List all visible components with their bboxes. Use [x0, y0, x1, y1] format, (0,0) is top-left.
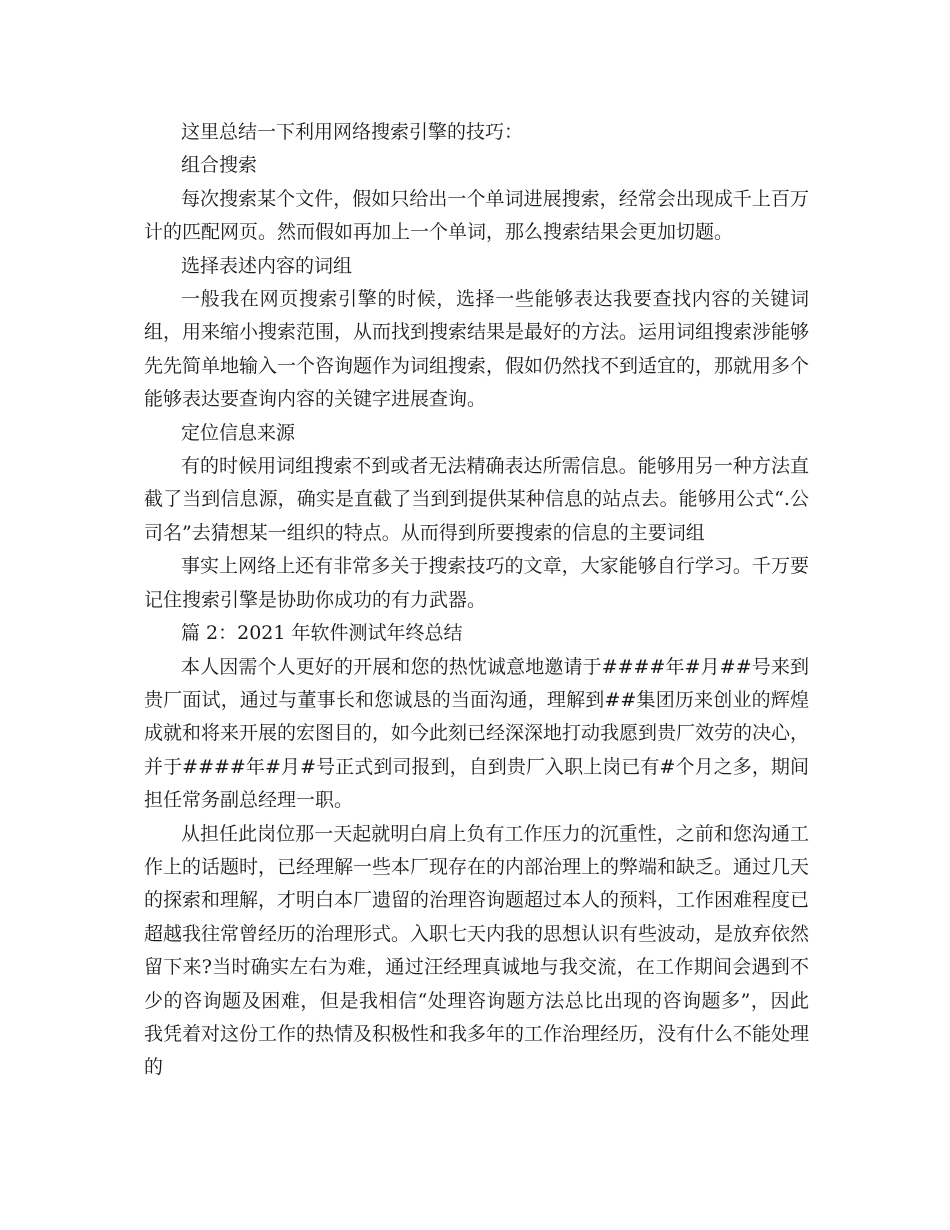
body-paragraph: 有的时候用词组搜索不到或者无法精确表达所需信息。能够用另一种方法直截了当到信息源，确实是直截了当到到提供某种信息的站点去。能够用公式“.公司名”去猜想某一组织的特点。从而得到所要搜索的信息的主要词组: [144, 455, 809, 544]
body-paragraph: 一般我在网页搜索引擎的时候，选择一些能够表达我要查找内容的关键词组，用来缩小搜索范围，从而找到搜索结果是最好的方法。运用词组搜索涉能够先先简单地输入一个咨询题作为词组搜索，假如仍然找不到适宜的，那就用多个能够表达要查询内容的关键字进展查询。: [144, 288, 810, 411]
section-heading-combined-search: 组合搜索: [181, 154, 258, 177]
article-title: 篇 2：2021 年软件测试年终总结: [181, 622, 463, 645]
body-paragraph: 本人因需个人更好的开展和您的热忱诚意地邀请于####年#月##号来到贵厂面试，通过与董事长和您诚恳的当面沟通，理解到##集团历来创业的辉煌成就和将来开展的宏图目的，如今此刻已经深深地打动我愿到贵厂效劳的决心，并于####年#月#号正式到司报到，自到贵厂入职上岗已有#个月之多，期间担任常务副总经理一职。: [144, 655, 810, 812]
intro-paragraph: 这里总结一下利用网络搜索引擎的技巧：: [181, 121, 524, 143]
section-heading-locate-source: 定位信息来源: [181, 421, 296, 444]
body-paragraph: 每次搜索某个文件，假如只给出一个单词进展搜索，经常会出现成千上百万计的匹配网页。然而假如再加上一个单词，那么搜索结果会更加切题。: [144, 187, 809, 244]
document-body: [144, 116, 809, 1085]
body-paragraph: 事实上网络上还有非常多关于搜索技巧的文章，大家能够自行学习。千万要记住搜索引擎是协助你成功的有力武器。: [144, 555, 809, 611]
section-heading-phrase-selection: 选择表述内容的词组: [181, 254, 353, 277]
body-paragraph: 从担任此岗位那一天起就明白肩上负有工作压力的沉重性，之前和您沟通工作上的话题时，已经理解一些本厂现存在的内部治理上的弊端和缺乏。通过几天的探索和理解，才明白本厂遗留的治理咨询题超过本人的预料，工作困难程度已超越我往常曾经历的治理形式。入职七天内我的思想认识有些波动，是放弃依然留下来?当时确实左右为难，通过汪经理真诚地与我交流，在工作期间会遇到不少的咨询题及困难，但是我相信“处理咨询题方法总比出现的咨询题多”，因此我凭着对这份工作的热情及积极性和我多年的工作治理经历，没有什么不能处理的: [144, 822, 810, 1079]
